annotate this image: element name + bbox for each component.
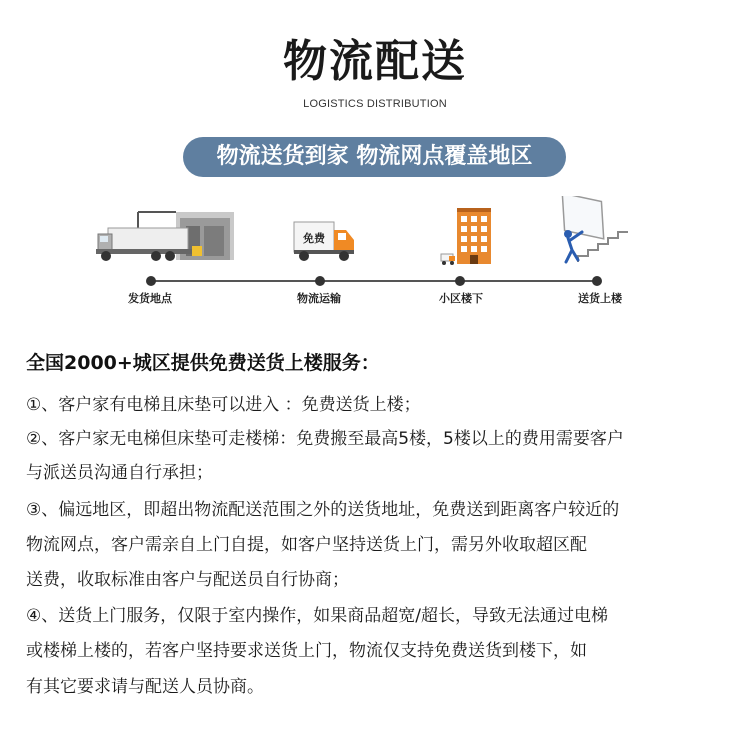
timeline-dot-3 — [455, 276, 465, 286]
free-label: 免费 — [303, 232, 325, 245]
warehouse-truck-icon — [96, 208, 238, 266]
coverage-banner: 物流送货到家 物流网点覆盖地区 — [183, 137, 566, 177]
page-subtitle: LOGISTICS DISTRIBUTION — [303, 98, 447, 110]
delivery-timeline — [148, 280, 600, 282]
service-line: ③、偏远地区，即超出物流配送范围之外的送货地址，免费送到距离客户较近的 — [26, 500, 620, 520]
timeline-dot-4 — [592, 276, 602, 286]
apartment-building-icon — [437, 206, 497, 268]
step-label-transport: 物流运输 — [297, 292, 341, 305]
step-label-ship-origin: 发货地点 — [128, 292, 172, 305]
step-label-upstairs: 送货上楼 — [578, 292, 622, 305]
page-title: 物流配送 — [283, 36, 467, 87]
service-line: 送费，收取标准由客户与配送员自行协商； — [26, 570, 349, 590]
service-line: 物流网点，客户需亲自上门自提，如客户坚持送货上门，需另外收取超区配 — [26, 535, 587, 555]
service-line: ①、客户家有电梯且床垫可以进入 ：免费送货上楼； — [26, 395, 421, 415]
service-line: 或楼梯上楼的，若客户坚持要求送货上门，物流仅支持免费送货到楼下，如 — [26, 641, 587, 661]
service-line: 有其它要求请与配送人员协商。 — [26, 677, 264, 697]
service-heading: 全国2000+城区提供免费送货上楼服务： — [26, 352, 380, 374]
timeline-dot-2 — [315, 276, 325, 286]
service-line: 与派送员沟通自行承担； — [26, 463, 213, 483]
service-line: ②、客户家无电梯但床垫可走楼梯：免费搬至最高5楼，5楼以上的费用需要客户 — [26, 429, 624, 449]
timeline-dot-1 — [146, 276, 156, 286]
service-line: ④、送货上门服务，仅限于室内操作，如果商品超宽/超长，导致无法通过电梯 — [26, 606, 608, 626]
delivery-truck-icon — [292, 218, 356, 262]
step-label-downstairs: 小区楼下 — [439, 292, 483, 305]
carry-upstairs-icon — [548, 196, 630, 268]
